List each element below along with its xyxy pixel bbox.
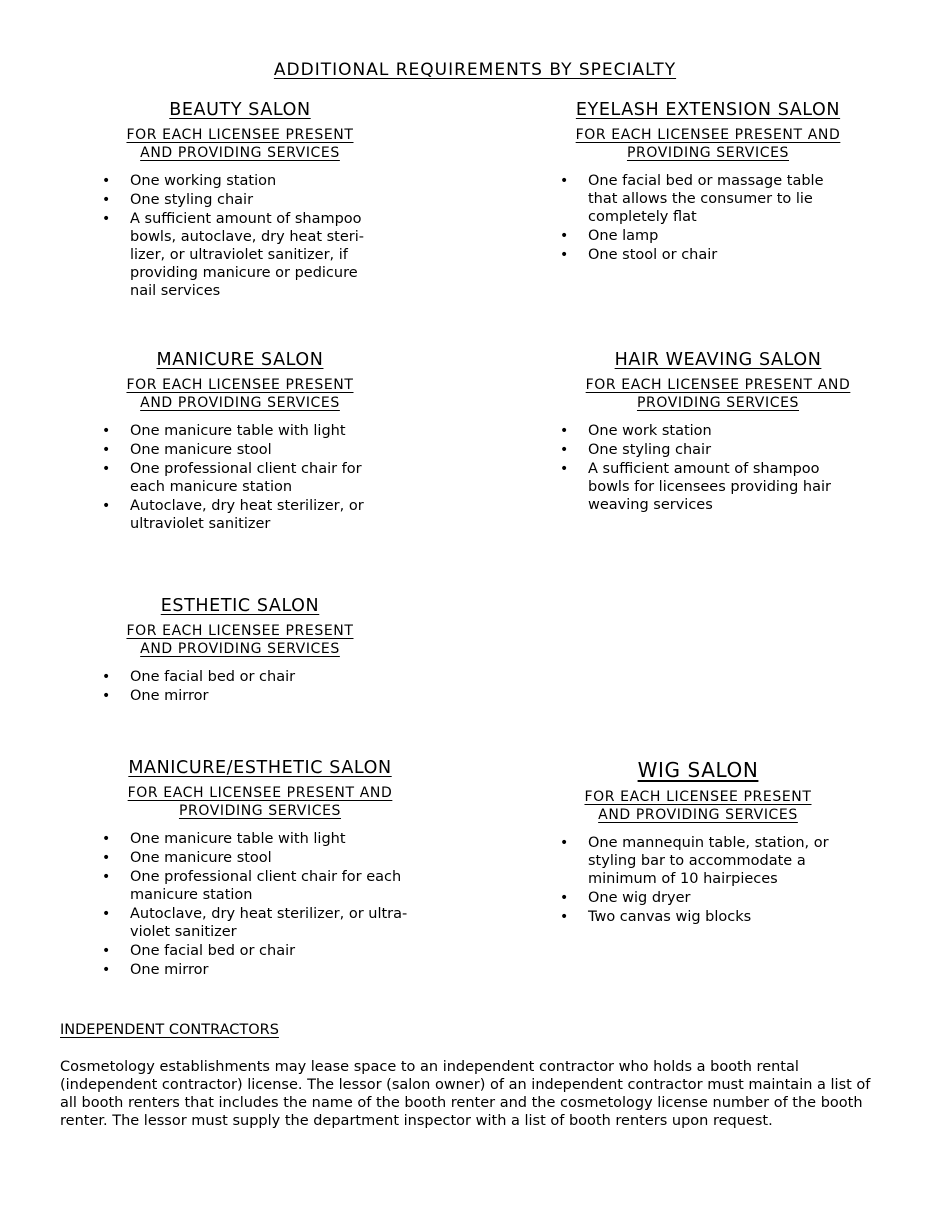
list-item: • One lamp	[548, 227, 838, 245]
list-item: • One stool or chair	[548, 246, 838, 264]
list-item: • One work station	[548, 422, 838, 440]
list-item: • One professional client chair for each manicure station	[90, 868, 410, 904]
list-item: • One wig dryer	[548, 889, 838, 907]
section-subtitle: FOR EACH LICENSEE PRESENT AND PROVIDING SERVICES	[584, 789, 812, 823]
list-item: • One mannequin table, station, or styling bar to accommodate a minimum of 10 hairpieces	[548, 834, 838, 888]
requirement-list	[548, 172, 838, 264]
requirement-list	[548, 834, 838, 926]
list-item: • One facial bed or chair	[90, 668, 380, 686]
independent-contractors-heading: INDEPENDENT CONTRACTORS	[60, 1022, 279, 1038]
list-item: • One manicure table with light	[90, 422, 380, 440]
section-eyelash-extension-salon	[548, 100, 868, 265]
independent-contractors-paragraph: Cosmetology establishments may lease space to an independent contractor who holds a booth rental (independent contractor) license. The lessor (salon owner) of an independent contractor must maintain a list of all booth renters that includes the name of the booth renter and the cosmetology license number of the booth renter. The lessor must supply the department inspector with a list of booth renters upon request.	[60, 1059, 871, 1129]
list-item: • A sufficient amount of shampoo bowls, autoclave, dry heat steri-lizer, or ultraviolet sanitizer, if providing manicure or pedicure nail services	[90, 210, 380, 300]
list-item: • One manicure stool	[90, 441, 380, 459]
section-subtitle: FOR EACH LICENSEE PRESENT AND PROVIDING SERVICES	[575, 127, 841, 161]
list-item: • One styling chair	[90, 191, 380, 209]
requirement-list	[90, 172, 380, 300]
section-subtitle: FOR EACH LICENSEE PRESENT AND PROVIDING SERVICES	[126, 623, 354, 657]
section-beauty-salon	[90, 100, 390, 301]
list-item: • One mirror	[90, 961, 410, 979]
list-item: • One facial bed or chair	[90, 942, 410, 960]
section-subtitle: FOR EACH LICENSEE PRESENT AND PROVIDING SERVICES	[126, 377, 354, 411]
requirement-list	[548, 422, 838, 514]
section-subtitle: FOR EACH LICENSEE PRESENT AND PROVIDING SERVICES	[127, 785, 393, 819]
section-title: HAIR WEAVING SALON	[614, 350, 822, 370]
section-title: MANICURE SALON	[156, 350, 324, 370]
section-wig-salon	[548, 758, 848, 927]
section-subtitle: FOR EACH LICENSEE PRESENT AND PROVIDING SERVICES	[585, 377, 851, 411]
list-item: • Two canvas wig blocks	[548, 908, 838, 926]
section-title: BEAUTY SALON	[169, 100, 311, 120]
list-item: • One manicure stool	[90, 849, 410, 867]
requirement-list	[90, 830, 410, 979]
section-title: MANICURE/ESTHETIC SALON	[128, 758, 392, 778]
list-item: • One facial bed or massage table that allows the consumer to lie completely flat	[548, 172, 838, 226]
list-item: • One mirror	[90, 687, 380, 705]
list-item: • One manicure table with light	[90, 830, 410, 848]
page-title: ADDITIONAL REQUIREMENTS BY SPECIALTY	[273, 60, 677, 80]
section-title: WIG SALON	[637, 758, 759, 782]
list-item: • One professional client chair for each manicure station	[90, 460, 380, 496]
list-item: • A sufficient amount of shampoo bowls for licensees providing hair weaving services	[548, 460, 838, 514]
list-item: • One styling chair	[548, 441, 838, 459]
list-item: • One working station	[90, 172, 380, 190]
list-item: • Autoclave, dry heat sterilizer, or ultraviolet sanitizer	[90, 497, 380, 533]
requirement-list	[90, 422, 380, 533]
section-subtitle: FOR EACH LICENSEE PRESENT AND PROVIDING SERVICES	[126, 127, 354, 161]
section-manicure-salon	[90, 350, 390, 534]
section-hair-weaving-salon	[558, 350, 878, 515]
section-esthetic-salon	[90, 596, 390, 706]
requirement-list	[90, 668, 380, 705]
section-title: ESTHETIC SALON	[160, 596, 320, 616]
section-manicure-esthetic-salon	[100, 758, 420, 980]
section-title: EYELASH EXTENSION SALON	[575, 100, 841, 120]
list-item: • Autoclave, dry heat sterilizer, or ultra-violet sanitizer	[90, 905, 410, 941]
